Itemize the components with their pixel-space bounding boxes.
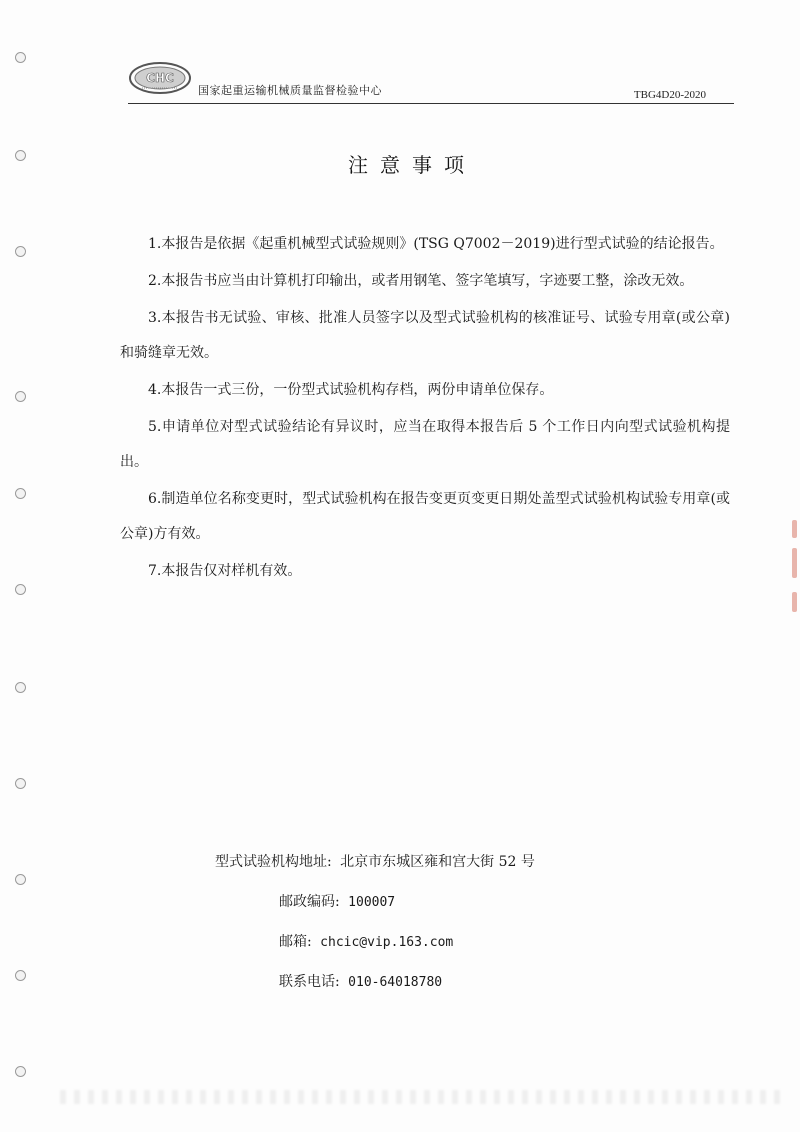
punch-hole (15, 970, 26, 981)
organization-name: 国家起重运输机械质量监督检验中心 (198, 84, 382, 97)
scan-noise (60, 1090, 780, 1104)
punch-hole (15, 246, 26, 257)
punch-hole (15, 488, 26, 499)
punch-hole (15, 1066, 26, 1077)
phone-value: 010-64018780 (348, 975, 443, 990)
notice-item: 1.本报告是依据《起重机械型式试验规则》(TSG Q7002－2019)进行型式试验的结论报告。 (148, 236, 724, 252)
document-code: TBG4D20-2020 (633, 89, 706, 101)
email-label: 邮箱: (279, 934, 312, 950)
notice-item: 4.本报告一式三份，一份型式试验机构存档，两份申请单位保存。 (148, 382, 554, 398)
notice-item: 5.申请单位对型式试验结论有异议时，应当在取得本报告后 5 个工作日内向型式试验机构提出。 (120, 419, 730, 470)
notice-item: 6.制造单位名称变更时，型式试验机构在报告变更页变更日期处盖型式试验机构试验专用章(或公章)方有效。 (120, 491, 730, 542)
page-title: 注意事项 (348, 153, 476, 177)
seal-edge-mark (792, 592, 797, 612)
postcode-line (279, 891, 395, 911)
phone-label: 联系电话: (279, 974, 340, 990)
punch-hole (15, 874, 26, 885)
chc-logo-icon (128, 60, 192, 96)
notice-list (120, 227, 730, 591)
page-header (128, 58, 734, 108)
address-label: 型式试验机构地址: (215, 854, 332, 870)
postcode-label: 邮政编码: (279, 894, 340, 910)
punch-hole (15, 778, 26, 789)
address-line (215, 851, 535, 871)
punch-hole (15, 584, 26, 595)
email-line (279, 931, 453, 951)
phone-line (279, 971, 442, 991)
address-value: 北京市东城区雍和宫大街 52 号 (340, 854, 535, 870)
punch-hole (15, 52, 26, 63)
postcode-value: 100007 (348, 895, 396, 910)
seal-edge-mark (792, 520, 797, 538)
logo-text: CHC (146, 71, 174, 85)
punch-hole (15, 391, 26, 402)
notice-item: 2.本报告书应当由计算机打印输出，或者用钢笔、签字笔填写，字迹要工整，涂改无效。 (148, 273, 694, 289)
punch-hole (15, 682, 26, 693)
header-rule (128, 103, 734, 104)
notice-item: 3.本报告书无试验、审核、批准人员签字以及型式试验机构的核准证号、试验专用章(或公章)和骑缝章无效。 (120, 310, 730, 361)
seal-edge-mark (792, 548, 797, 578)
notice-item: 7.本报告仅对样机有效。 (148, 563, 302, 579)
email-value: chcic@vip.163.com (320, 935, 454, 950)
